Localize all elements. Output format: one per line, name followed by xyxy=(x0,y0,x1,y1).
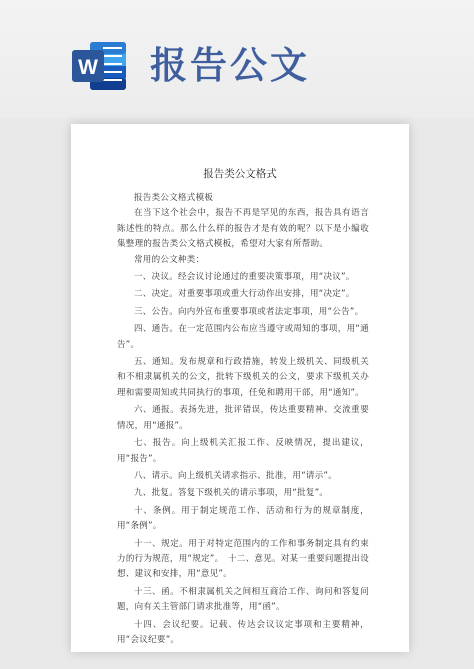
paragraph: 二、决定。对重要事项或重大行动作出安排，用“决定”。 xyxy=(134,289,355,300)
paragraph: 七、报告。向上级机关汇报工作、反映情况，提出建议，用“报告”。 xyxy=(117,438,369,464)
document-title: 报告类公文格式 xyxy=(203,168,277,180)
document-body xyxy=(117,191,369,648)
word-logo-icon xyxy=(70,36,130,96)
paragraph: 五、通知。发布规章和行政措施，转发上级机关、同级机关和不相隶属机关的公文，批转下级机关的公文，要求下级机关办理和需要周知或共同执行的事项，任免和聘用干部，用“通知”。 xyxy=(117,357,369,398)
paragraph: 三、公告。向内外宣布重要事项或者法定事项，用“公告”。 xyxy=(134,306,364,317)
paragraph: 十、条例。用于制定规范工作、活动和行为的规章制度，用“条例”。 xyxy=(117,505,369,532)
header-banner xyxy=(0,0,474,118)
paragraph: 九、批复。答复下级机关的请示事项，用“批复”。 xyxy=(134,488,329,499)
paragraph: 十三、函。不相隶属机关之间相互商洽工作、询问和答复问题，向有关主管部门请求批准等，用“函”。 xyxy=(117,586,369,613)
page-title: 报告公文 xyxy=(150,44,310,87)
paragraph: 报告类公文格式模板 xyxy=(134,193,214,203)
word-logo-letter: W xyxy=(78,56,98,79)
document-page xyxy=(71,124,409,652)
paragraph: 十四、会议纪要。记载、传达会议议定事项和主要精神，用“会议纪要”。 xyxy=(117,619,369,645)
paragraph: 在当下这个社会中，报告不再是罕见的东西，报告具有语言陈述性的特点。那么什么样的报告才是有效的呢？以下是小编收集整理的报告类公文格式模板，希望对大家有所帮助。 xyxy=(117,208,369,250)
paragraph: 八、请示。向上级机关请求指示、批准，用“请示”。 xyxy=(134,470,338,481)
paragraph: 四、通告。在一定范围内公布应当遵守或周知的事项，用“通告”。 xyxy=(117,324,369,350)
paragraph: 十一、规定。用于对特定范围内的工作和事务制定具有约束力的行为规范，用“规定”。 十二、意见。对某一重要问题提出设想、建议和安排，用“意见”。 xyxy=(117,538,369,580)
paragraph: 常用的公文种类： xyxy=(134,254,205,265)
paragraph: 六、通报。表扬先进，批评错误，传达重要精神、交流重要情况，用“通报”。 xyxy=(117,405,369,431)
paragraph: 一、决议。经会议讨论通过的重要决策事项，用“决议”。 xyxy=(134,272,355,283)
